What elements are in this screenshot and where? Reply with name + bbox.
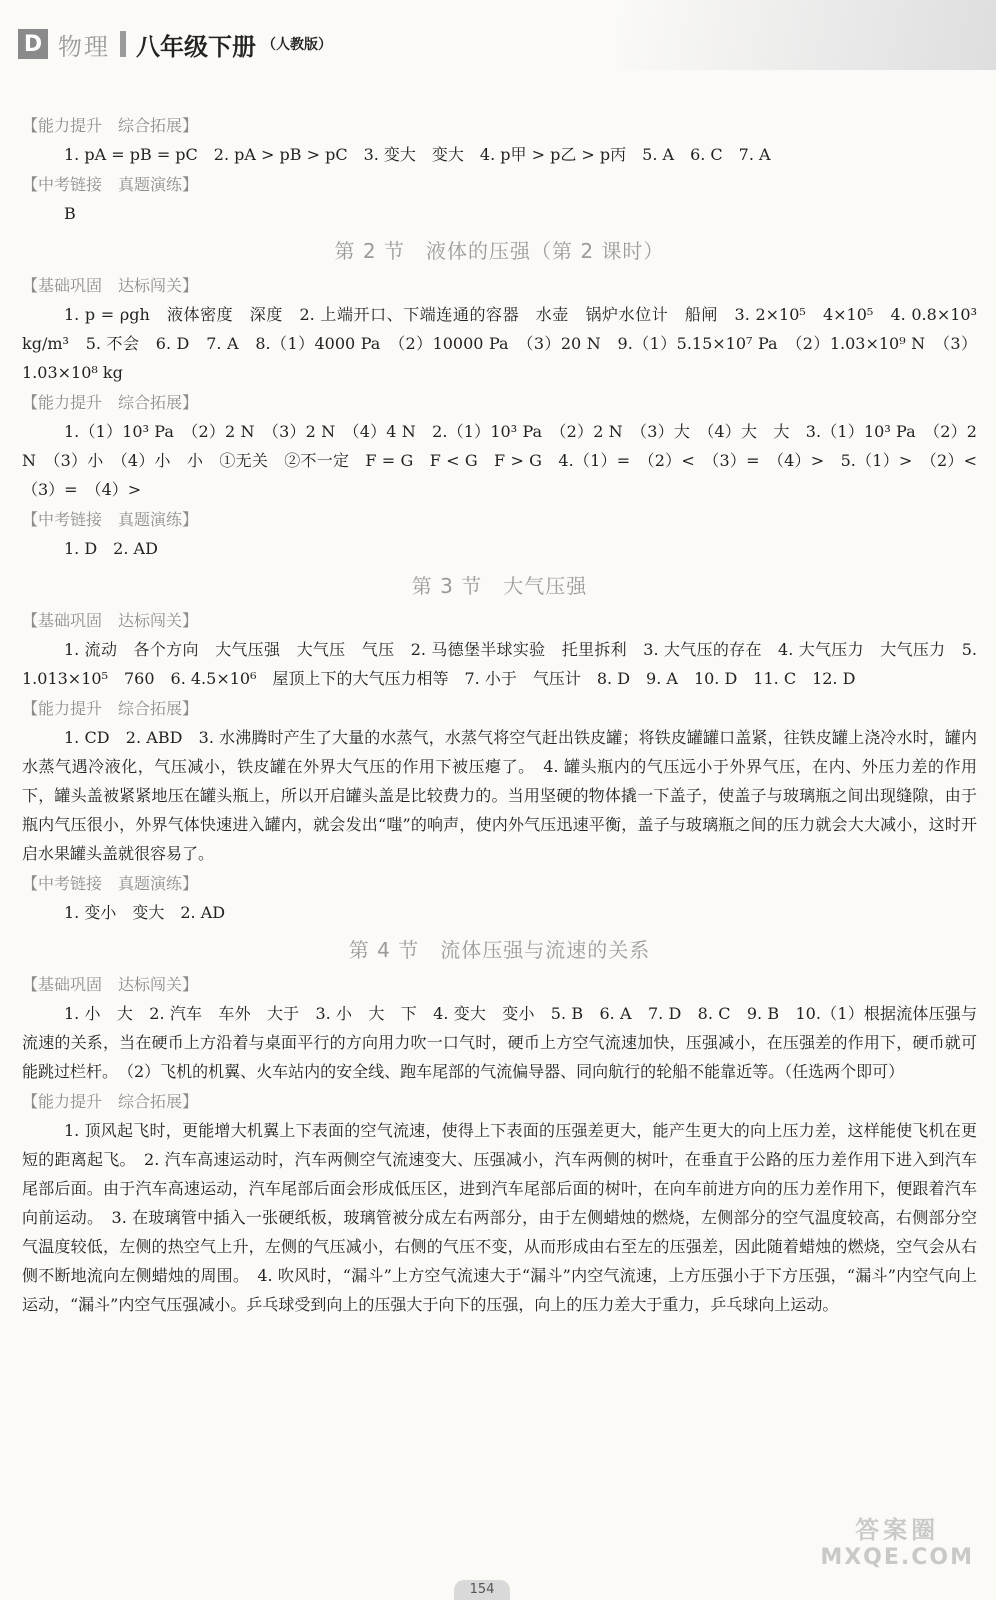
section-tag: 【基础巩固 达标闯关】: [22, 611, 199, 630]
section-title: 第 2 节 液体的压强（第 2 课时）: [334, 239, 665, 263]
answer-content: [22, 110, 994, 1319]
section-title: 第 3 节 大气压强: [411, 574, 588, 598]
watermark-en: MXQE.COM: [820, 1545, 974, 1570]
answer-line: 1. D 2. AD: [64, 539, 158, 558]
section-title: 第 4 节 流体压强与流速的关系: [348, 938, 651, 962]
watermark: [820, 1510, 974, 1570]
header-decoration: [616, 0, 996, 70]
answer-line: 1. pA = pB = pC 2. pA > pB > pC 3. 变大 变大 4. p甲 > p乙 > p丙 5. A 6. C 7. A: [64, 145, 771, 164]
section-tag: 【能力提升 综合拓展】: [22, 1092, 199, 1111]
subject-label: 物理: [58, 32, 110, 61]
section-tag: 【能力提升 综合拓展】: [22, 393, 199, 412]
grade-label: 八年级下册: [136, 32, 256, 61]
answer-paragraph: 1. 顶风起飞时，更能增大机翼上下表面的空气流速，使得上下表面的压强差更大，能产生更大的向上压力差，这样能使飞机在更短的距离起飞。 2. 汽车高速运动时，汽车两侧空气流速变大、压强减小，汽车两侧的树叶，在垂直于公路的压力差作用下进入到汽车尾部后面。由于汽车高速运动，汽车尾部后面会形成低压区，进到汽车尾部后面的树叶，在向车前进方向的压力差作用下，便跟着汽车向前运动。 3. 在玻璃管中插入一张硬纸板，玻璃管被分成左右两部分，由于左侧蜡烛的燃烧，左侧部分的空气温度较高，右侧部分空气温度较低，左侧的热空气上升，左侧的气压减小，右侧的气压不变，从而形成由右至左的压强差，因此随着蜡烛的燃烧，空气会从右侧不断地流向左侧蜡烛的周围。 4. 吹风时，“漏斗”上方空气流速大于“漏斗”内空气流速，上方压强小于下方压强，“漏斗”内空气向上运动，“漏斗”内空气压强减小。乒乓球受到向上的压强大于向下的压强，向上的压力差大于重力，乒乓球向上运动。: [22, 1121, 977, 1314]
header-separator: [120, 31, 126, 57]
section-tag: 【能力提升 综合拓展】: [22, 116, 199, 135]
answer-paragraph: 1.（1）10³ Pa （2）2 N （3）2 N （4）4 N 2.（1）10³ Pa （2）2 N （3）大 （4）大 大 3.（1）10³ Pa （2）2 N （3）小 （4）小 小 ①无关 ②不一定 F = G F < G F > G 4.（1）= （2）< （3）= （4）> 5.（1）> （2）< （3）= （4）>: [22, 422, 994, 499]
answer-line: 1. 变小 变大 2. AD: [64, 903, 226, 922]
page-header: [18, 26, 332, 62]
answer-paragraph: 1. p = ρgh 液体密度 深度 2. 上端开口、下端连通的容器 水壶 锅炉水位计 船闸 3. 2×10⁵ 4×10⁵ 4. 0.8×10³ kg/m³ 5. 不会 6. D 7. A 8.（1）4000 Pa （2）10000 Pa （3）20 N 9.（1）5.15×10⁷ Pa （2）1.03×10⁹ N （3）1.03×10⁸ kg: [22, 305, 977, 382]
watermark-zh: 答案圈: [855, 1516, 940, 1544]
edition-label: （人教版）: [262, 37, 332, 53]
section-tag: 【中考链接 真题演练】: [22, 510, 199, 529]
answer-paragraph: 1. CD 2. ABD 3. 水沸腾时产生了大量的水蒸气，水蒸气将空气赶出铁皮罐；将铁皮罐罐口盖紧，往铁皮罐上浇冷水时，罐内水蒸气遇冷液化，气压减小，铁皮罐在外界大气压的作用下被压瘪了。 4. 罐头瓶内的气压远小于外界气压，在内、外压力差的作用下，罐头盖被紧紧地压在罐头瓶上，所以开启罐头盖是比较费力的。当用坚硬的物体撬一下盖子，使盖子与玻璃瓶之间出现缝隙，由于瓶内气压很小，外界气体快速进入罐内，就会发出“嗤”的响声，使内外气压迅速平衡，盖子与玻璃瓶之间的压力就会大大减小，这时开启水果罐头盖就很容易了。: [22, 728, 977, 863]
answer-line: B: [64, 204, 76, 223]
section-tag: 【中考链接 真题演练】: [22, 175, 199, 194]
section-tag: 【能力提升 综合拓展】: [22, 699, 199, 718]
answer-paragraph: 1. 小 大 2. 汽车 车外 大于 3. 小 大 下 4. 变大 变小 5. B 6. A 7. D 8. C 9. B 10.（1）根据流体压强与流速的关系，当在硬币上方沿着与桌面平行的方向用力吹一口气时，硬币上方空气流速加快，压强减小，在压强差的作用下，硬币就可能跳过栏杆。 （2）飞机的机翼、火车站内的安全线、跑车尾部的气流偏导器、同向航行的轮船不能靠近等。（任选两个即可）: [22, 1004, 977, 1081]
series-badge: D: [18, 29, 48, 59]
page-number: 154: [454, 1580, 510, 1600]
answer-paragraph: 1. 流动 各个方向 大气压强 大气压 气压 2. 马德堡半球实验 托里拆利 3. 大气压的存在 4. 大气压力 大气压力 5. 1.013×10⁵ 760 6. 4.5×10⁶ 屋顶上下的大气压力相等 7. 小于 气压计 8. D 9. A 10. D 11. C 12. D: [22, 640, 977, 688]
section-tag: 【基础巩固 达标闯关】: [22, 975, 199, 994]
section-tag: 【基础巩固 达标闯关】: [22, 276, 199, 295]
section-tag: 【中考链接 真题演练】: [22, 874, 199, 893]
